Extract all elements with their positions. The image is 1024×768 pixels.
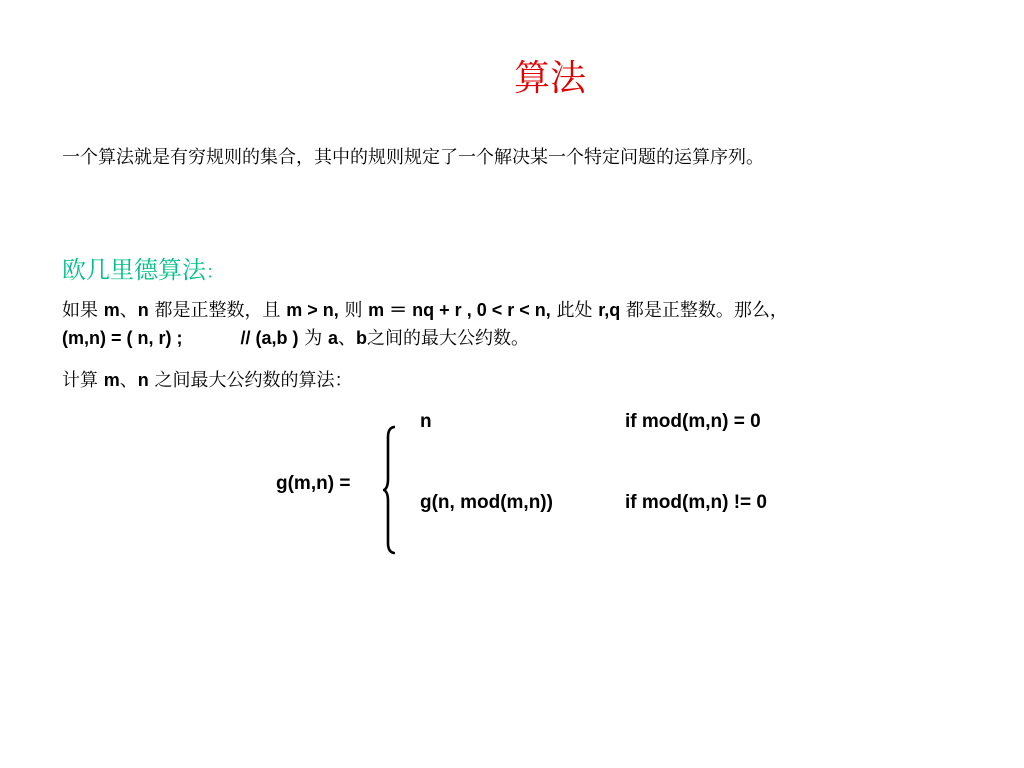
case2-value: g(n, mod(m,n)) bbox=[420, 492, 553, 513]
left-brace-icon bbox=[383, 425, 395, 555]
division-equation: m ＝ nq + r , 0 < r < n, bbox=[368, 300, 551, 320]
slide-title: 算法 bbox=[513, 58, 586, 99]
text-segment: 为 bbox=[298, 328, 328, 349]
text-segment: 计算 bbox=[62, 370, 104, 391]
formula-lhs: g(m,n) = bbox=[276, 473, 351, 494]
euclid-gcd-line bbox=[62, 324, 529, 350]
var-n: n bbox=[137, 300, 149, 320]
text-segment: 之间最大公约数的算法： bbox=[148, 370, 353, 391]
var-m: m bbox=[103, 370, 120, 390]
algorithm-definition: 一个算法就是有穷规则的集合，其中的规则规定了一个解决某一个特定问题的运算序列。 bbox=[62, 147, 764, 168]
text-segment: 则 bbox=[338, 300, 369, 321]
gcd-equation: (m,n) = ( n, r) ; bbox=[62, 328, 183, 348]
text-segment: 、 bbox=[337, 328, 356, 349]
case1-value: n bbox=[420, 411, 432, 432]
euclid-condition-line bbox=[62, 296, 788, 322]
text-segment: 都是正整数。那么， bbox=[620, 300, 788, 321]
var-m: m bbox=[103, 300, 120, 320]
var-b: b bbox=[355, 328, 367, 348]
var-a: a bbox=[327, 328, 338, 348]
text-segment: 如果 bbox=[62, 300, 104, 321]
euclid-heading-text: 欧几里德算法 bbox=[62, 256, 206, 284]
gcd-algorithm-intro bbox=[62, 366, 352, 392]
gcd-comment: // (a,b ) bbox=[240, 328, 299, 348]
case2-condition: if mod(m,n) != 0 bbox=[625, 492, 767, 513]
euclid-heading-colon: ： bbox=[206, 262, 224, 283]
euclid-heading bbox=[62, 250, 224, 285]
var-n: n bbox=[137, 370, 149, 390]
text-segment: 此处 bbox=[550, 300, 599, 321]
inequality-m-gt-n: m > n, bbox=[286, 300, 339, 320]
text-segment: 、 bbox=[119, 370, 138, 391]
vars-r-q: r,q bbox=[598, 300, 621, 320]
text-segment: 之间的最大公约数。 bbox=[366, 328, 529, 349]
text-segment: 、 bbox=[119, 300, 138, 321]
case1-condition: if mod(m,n) = 0 bbox=[625, 411, 761, 432]
text-segment: 都是正整数，且 bbox=[148, 300, 287, 321]
